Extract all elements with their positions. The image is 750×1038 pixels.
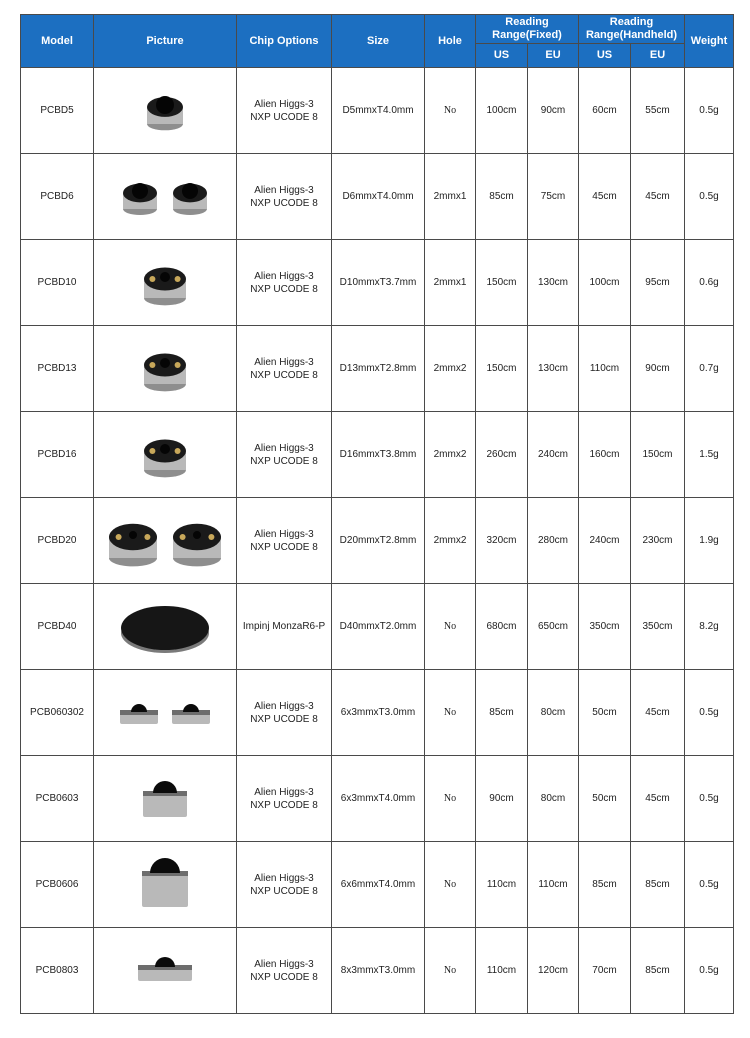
size-cell: D5mmxT4.0mm [332,68,425,154]
range-handheld-us-cell: 45cm [579,154,631,240]
chip-cell [237,154,332,240]
model-cell: PCB0803 [21,928,94,1014]
chip-option-line: NXP UCODE 8 [250,369,318,381]
range-handheld-us-cell: 70cm [579,928,631,1014]
weight-cell: 0.7g [685,326,734,412]
table-row [21,68,734,154]
chip-option-line: NXP UCODE 8 [250,971,318,983]
header-picture: Picture [94,15,237,68]
model-cell: PCBD5 [21,68,94,154]
range-handheld-eu-cell: 90cm [631,326,685,412]
hole-cell: No [425,842,476,928]
chip-option-line: Alien Higgs-3 [254,872,314,884]
header-handheld-us: US [579,44,631,68]
rfid-tag-image [94,929,236,1013]
range-fixed-eu-cell: 280cm [528,498,579,584]
table-row [21,756,734,842]
model-cell: PCBD40 [21,584,94,670]
range-fixed-us-cell: 100cm [476,68,528,154]
header-fixed-us: US [476,44,528,68]
chip-option-line: Alien Higgs-3 [254,786,314,798]
chip-cell [237,670,332,756]
rfid-tag-image [94,155,236,239]
chip-option-line: NXP UCODE 8 [250,713,318,725]
hole-cell: 2mmx1 [425,240,476,326]
size-cell: 6x3mmxT3.0mm [332,670,425,756]
size-cell: D13mmxT2.8mm [332,326,425,412]
hole-cell: No [425,928,476,1014]
table-row [21,240,734,326]
header-handheld-eu: EU [631,44,685,68]
picture-cell [94,842,237,928]
size-cell: D6mmxT4.0mm [332,154,425,240]
picture-cell [94,154,237,240]
range-handheld-us-cell: 85cm [579,842,631,928]
size-cell: 6x3mmxT4.0mm [332,756,425,842]
model-cell: PCBD6 [21,154,94,240]
model-cell: PCB0606 [21,842,94,928]
range-handheld-eu-cell: 45cm [631,756,685,842]
range-fixed-eu-cell: 90cm [528,68,579,154]
chip-cell [237,68,332,154]
rfid-tag-image [94,671,236,755]
size-cell: D40mmxT2.0mm [332,584,425,670]
range-handheld-eu-cell: 85cm [631,842,685,928]
rfid-tag-image [94,757,236,841]
weight-cell: 0.6g [685,240,734,326]
range-handheld-us-cell: 50cm [579,756,631,842]
range-handheld-us-cell: 110cm [579,326,631,412]
range-handheld-us-cell: 100cm [579,240,631,326]
hole-cell: No [425,756,476,842]
table-row [21,154,734,240]
table-row [21,842,734,928]
range-handheld-eu-cell: 55cm [631,68,685,154]
chip-option-line: NXP UCODE 8 [250,455,318,467]
size-cell: D10mmxT3.7mm [332,240,425,326]
table-row [21,498,734,584]
weight-cell: 8.2g [685,584,734,670]
chip-cell [237,584,332,670]
chip-option-line: Alien Higgs-3 [254,98,314,110]
picture-cell [94,928,237,1014]
range-fixed-us-cell: 150cm [476,326,528,412]
picture-cell [94,68,237,154]
chip-option-line: Alien Higgs-3 [254,958,314,970]
range-fixed-us-cell: 85cm [476,670,528,756]
chip-option-line: Alien Higgs-3 [254,442,314,454]
range-handheld-eu-cell: 95cm [631,240,685,326]
model-cell: PCBD20 [21,498,94,584]
size-cell: 8x3mmxT3.0mm [332,928,425,1014]
hole-cell: 2mmx2 [425,412,476,498]
picture-cell [94,240,237,326]
weight-cell: 0.5g [685,68,734,154]
chip-cell [237,928,332,1014]
picture-cell [94,584,237,670]
range-fixed-eu-cell: 130cm [528,240,579,326]
chip-option-line: Alien Higgs-3 [254,528,314,540]
range-fixed-us-cell: 680cm [476,584,528,670]
range-handheld-us-cell: 160cm [579,412,631,498]
range-handheld-us-cell: 350cm [579,584,631,670]
range-fixed-us-cell: 110cm [476,842,528,928]
chip-option-line: NXP UCODE 8 [250,541,318,553]
model-cell: PCBD10 [21,240,94,326]
range-handheld-eu-cell: 85cm [631,928,685,1014]
range-fixed-eu-cell: 650cm [528,584,579,670]
range-fixed-us-cell: 90cm [476,756,528,842]
range-fixed-eu-cell: 240cm [528,412,579,498]
rfid-tag-image [94,585,236,669]
chip-option-line: NXP UCODE 8 [250,111,318,123]
weight-cell: 0.5g [685,842,734,928]
chip-option-line: NXP UCODE 8 [250,283,318,295]
hole-cell: 2mmx2 [425,326,476,412]
weight-cell: 0.5g [685,756,734,842]
spec-table [20,14,734,1014]
chip-option-line: Alien Higgs-3 [254,356,314,368]
chip-option-line: Alien Higgs-3 [254,184,314,196]
table-row [21,584,734,670]
range-fixed-us-cell: 110cm [476,928,528,1014]
range-fixed-eu-cell: 75cm [528,154,579,240]
model-cell: PCBD16 [21,412,94,498]
rfid-tag-image [94,843,236,927]
chip-cell [237,498,332,584]
table-row [21,670,734,756]
picture-cell [94,498,237,584]
chip-option-line: NXP UCODE 8 [250,885,318,897]
chip-cell [237,756,332,842]
header-range-fixed: Reading Range(Fixed) [476,15,579,44]
table-row [21,412,734,498]
header-size: Size [332,15,425,68]
model-cell: PCB060302 [21,670,94,756]
range-fixed-us-cell: 150cm [476,240,528,326]
range-handheld-eu-cell: 45cm [631,154,685,240]
chip-cell [237,842,332,928]
hole-cell: 2mmx2 [425,498,476,584]
header-fixed-eu: EU [528,44,579,68]
picture-cell [94,756,237,842]
rfid-tag-image [94,241,236,325]
rfid-tag-image [94,413,236,497]
range-fixed-eu-cell: 80cm [528,756,579,842]
weight-cell: 1.9g [685,498,734,584]
rfid-tag-image [94,69,236,153]
chip-option-line: Alien Higgs-3 [254,700,314,712]
size-cell: D20mmxT2.8mm [332,498,425,584]
chip-cell [237,326,332,412]
header-weight: Weight [685,15,734,68]
range-fixed-eu-cell: 110cm [528,842,579,928]
range-fixed-us-cell: 320cm [476,498,528,584]
weight-cell: 0.5g [685,154,734,240]
chip-option-line: NXP UCODE 8 [250,197,318,209]
chip-option-line: Impinj MonzaR6-P [242,621,326,632]
size-cell: D16mmxT3.8mm [332,412,425,498]
chip-option-line: Alien Higgs-3 [254,270,314,282]
hole-cell: 2mmx1 [425,154,476,240]
picture-cell [94,326,237,412]
header-chip-options: Chip Options [237,15,332,68]
model-cell: PCBD13 [21,326,94,412]
table-row [21,326,734,412]
range-handheld-eu-cell: 150cm [631,412,685,498]
weight-cell: 0.5g [685,670,734,756]
weight-cell: 0.5g [685,928,734,1014]
chip-cell [237,240,332,326]
header-range-handheld: Reading Range(Handheld) [579,15,685,44]
rfid-tag-image [94,327,236,411]
hole-cell: No [425,68,476,154]
chip-option-line: NXP UCODE 8 [250,799,318,811]
chip-cell [237,412,332,498]
header-model: Model [21,15,94,68]
range-handheld-eu-cell: 350cm [631,584,685,670]
picture-cell [94,670,237,756]
range-handheld-us-cell: 240cm [579,498,631,584]
picture-cell [94,412,237,498]
header-hole: Hole [425,15,476,68]
range-handheld-us-cell: 50cm [579,670,631,756]
range-fixed-eu-cell: 130cm [528,326,579,412]
range-handheld-eu-cell: 230cm [631,498,685,584]
range-fixed-us-cell: 85cm [476,154,528,240]
size-cell: 6x6mmxT4.0mm [332,842,425,928]
range-fixed-eu-cell: 120cm [528,928,579,1014]
model-cell: PCB0603 [21,756,94,842]
table-row [21,928,734,1014]
range-fixed-eu-cell: 80cm [528,670,579,756]
range-handheld-eu-cell: 45cm [631,670,685,756]
table-body [21,68,734,1014]
range-handheld-us-cell: 60cm [579,68,631,154]
hole-cell: No [425,670,476,756]
rfid-tag-image [94,499,236,583]
weight-cell: 1.5g [685,412,734,498]
range-fixed-us-cell: 260cm [476,412,528,498]
hole-cell: No [425,584,476,670]
